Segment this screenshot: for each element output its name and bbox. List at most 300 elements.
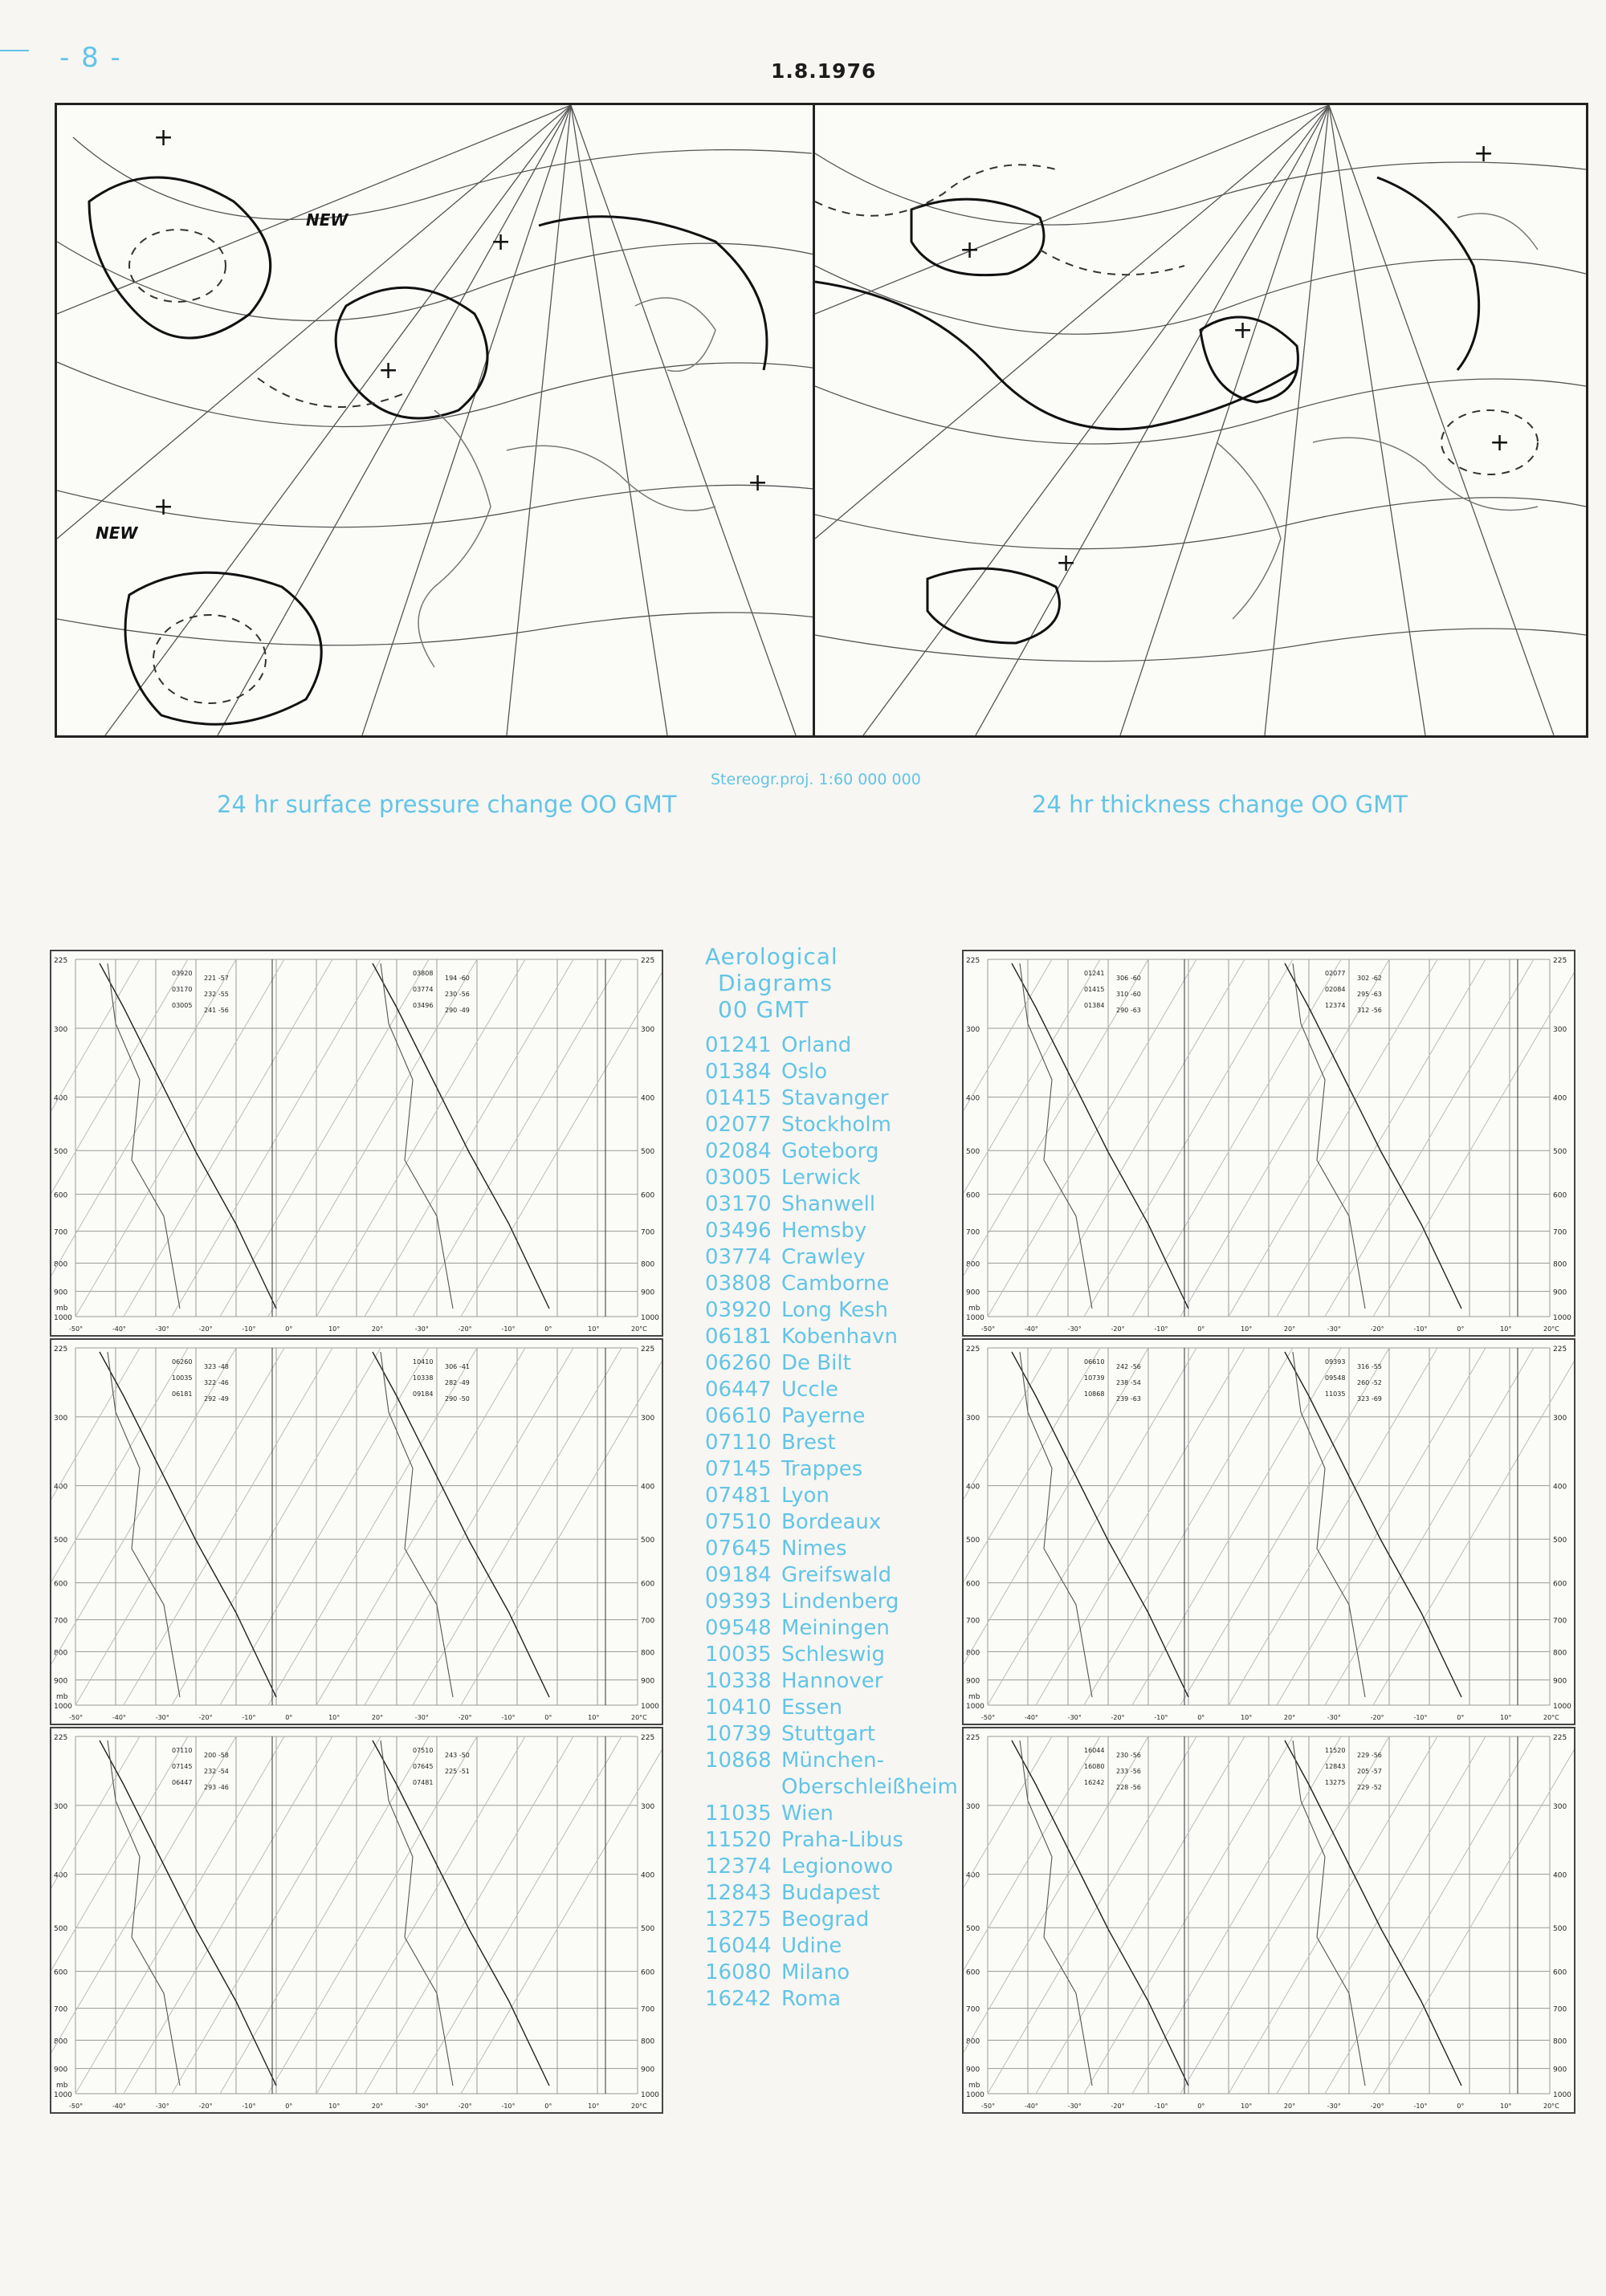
pressure-level-label-left: 800	[966, 2037, 980, 2046]
diagram-station-values: 225 -51	[445, 1768, 470, 1775]
station-code: 09548	[705, 1616, 772, 1640]
pressure-level-label-left: 1000	[54, 2091, 72, 2099]
pressure-level-label-left: 500	[54, 1148, 68, 1157]
pressure-level-label-left: 600	[966, 1580, 980, 1589]
diagram-station-values: 200 -58	[204, 1752, 229, 1759]
diagram-station-values: 229 -56	[1357, 1752, 1382, 1759]
pressure-level-label-left: 1000	[966, 2091, 984, 2099]
projection-note: Stereogr.proj. 1:60 000 000	[711, 771, 921, 788]
station-code: 06610	[705, 1404, 772, 1428]
pressure-level-label-right: 500	[641, 1925, 655, 1934]
station-name: Beograd	[781, 1907, 870, 1932]
svg-text:+: +	[491, 228, 512, 256]
dewpoint-profile	[1293, 1352, 1365, 1697]
pressure-level-label-left: 225	[966, 957, 980, 965]
diagram-canvas	[51, 1340, 662, 1724]
pressure-level-label-right: 500	[1553, 1148, 1567, 1157]
pressure-level-label-right: 400	[641, 1871, 655, 1880]
pressure-level-label-right: 900	[641, 1288, 655, 1297]
temperature-tick: 20°C	[631, 1714, 647, 1721]
diagram-station-code: 09393	[1325, 1358, 1346, 1366]
diagram-station-code: 03005	[172, 1002, 193, 1009]
temperature-tick: 0°	[1457, 2103, 1465, 2110]
temperature-tick: 20°C	[1543, 2103, 1559, 2110]
temperature-tick: 20°	[1283, 1325, 1296, 1333]
diagram-station-values: 282 -49	[445, 1379, 470, 1386]
temperature-tick: -10°	[1413, 1325, 1428, 1333]
station-name: Shanwell	[781, 1192, 876, 1216]
pressure-map-drawing	[57, 105, 828, 735]
diagram-station-values: 205 -57	[1357, 1768, 1382, 1775]
diagram-grid	[988, 1348, 1550, 1705]
temperature-tick: -40°	[1024, 2103, 1038, 2110]
station-list	[705, 943, 986, 2013]
pressure-level-label-right: 500	[1553, 1925, 1567, 1934]
diagram-station-values: 243 -50	[445, 1752, 470, 1759]
pressure-level-label-right: 300	[641, 1414, 655, 1423]
station-list-title-1: Aerological	[705, 943, 838, 970]
temperature-tick: -10°	[501, 1325, 516, 1333]
pressure-level-label-right: 500	[641, 1148, 655, 1157]
pressure-level-label-right: 600	[1553, 1191, 1567, 1200]
station-row	[705, 1350, 986, 1377]
temperature-tick: -30°	[1327, 1714, 1341, 1721]
diagram-station-values: 228 -56	[1116, 1784, 1141, 1791]
diagram-station-code: 06181	[172, 1390, 193, 1398]
page-number: - 8 -	[59, 42, 122, 74]
aerological-diagram-1	[50, 950, 663, 1337]
station-row	[705, 1403, 986, 1430]
pressure-level-label-left: 300	[966, 1414, 980, 1423]
svg-text:+: +	[153, 124, 174, 152]
pressure-level-label-left: 900	[966, 1288, 980, 1297]
pressure-level-label-right: 800	[1553, 1260, 1567, 1269]
station-name: Goteborg	[781, 1139, 879, 1163]
station-list-title-3: 00 GMT	[718, 996, 809, 1023]
pressure-level-label-right: 400	[1553, 1094, 1567, 1103]
diagram-grid	[75, 1348, 638, 1705]
pressure-level-label-left: 400	[54, 1871, 68, 1880]
temperature-tick: -50°	[69, 1325, 84, 1333]
temperature-tick: 20°C	[631, 1325, 647, 1333]
pressure-level-label-right: 600	[1553, 1580, 1567, 1589]
diagram-station-code: 12843	[1325, 1763, 1346, 1770]
station-code: 01415	[705, 1086, 772, 1110]
temperature-profile	[100, 1352, 276, 1697]
dewpoint-profile	[108, 963, 180, 1309]
station-row	[705, 1668, 986, 1695]
svg-text:NEW: NEW	[96, 523, 138, 543]
temperature-tick: 10°	[588, 1325, 600, 1333]
station-row	[705, 1721, 986, 1748]
station-name: Crawley	[781, 1245, 866, 1269]
station-name: Praha-Libus	[781, 1828, 903, 1852]
diagram-station-values: 233 -56	[1116, 1768, 1141, 1775]
temperature-tick: -20°	[198, 2103, 213, 2110]
temperature-tick: -30°	[414, 1714, 429, 1721]
station-code: 09393	[705, 1590, 772, 1614]
pressure-level-label-right: 700	[1553, 1617, 1567, 1626]
pressure-level-label-left: 700	[54, 2005, 68, 2014]
mb-unit-label: mb	[968, 2082, 980, 2090]
station-name: Camborne	[781, 1272, 890, 1296]
temperature-tick: -10°	[1154, 1325, 1168, 1333]
diagram-station-code: 11035	[1325, 1390, 1346, 1398]
diagram-station-code: 02077	[1325, 970, 1346, 977]
temperature-tick: -40°	[112, 2103, 126, 2110]
station-code: 06181	[705, 1325, 772, 1349]
station-code: 12843	[705, 1881, 772, 1905]
diagram-station-values: 295 -63	[1357, 991, 1382, 998]
dewpoint-profile	[108, 1740, 180, 2086]
station-rows	[705, 1032, 986, 2013]
temperature-tick: -30°	[155, 2103, 169, 2110]
station-name: Hannover	[781, 1669, 883, 1693]
temperature-tick: -10°	[242, 1325, 256, 1333]
pressure-level-label-right: 700	[1553, 2005, 1567, 2014]
temperature-tick: 20°	[371, 2103, 384, 2110]
diagram-station-values: 290 -50	[445, 1395, 470, 1402]
station-name: Essen	[781, 1696, 842, 1720]
temperature-tick: 20°C	[1543, 1714, 1559, 1721]
diagram-station-values: 238 -54	[1116, 1379, 1141, 1386]
pressure-level-label-right: 700	[1553, 1228, 1567, 1237]
temperature-tick: -30°	[414, 2103, 429, 2110]
station-row	[705, 1801, 986, 1827]
pressure-level-label-left: 1000	[54, 1314, 72, 1322]
pressure-level-label-right: 225	[641, 957, 655, 965]
diagram-station-values: 239 -63	[1116, 1395, 1141, 1402]
station-name: Budapest	[781, 1881, 880, 1905]
pressure-level-label-left: 225	[54, 1734, 68, 1742]
station-code: 11035	[705, 1801, 772, 1826]
dewpoint-profile	[1020, 1740, 1092, 2086]
temperature-tick: 10°	[1500, 2103, 1512, 2110]
diagram-station-code: 03920	[172, 970, 193, 977]
diagram-station-code: 07481	[413, 1779, 434, 1786]
diagram-station-values: 290 -63	[1116, 1007, 1141, 1014]
temperature-tick: 0°	[544, 1325, 552, 1333]
station-row	[705, 1297, 986, 1324]
pressure-level-label-left: 225	[966, 1345, 980, 1354]
diagram-station-code: 09184	[413, 1390, 434, 1398]
temperature-tick: -50°	[981, 2103, 996, 2110]
temperature-tick: -10°	[501, 2103, 516, 2110]
station-name: Stavanger	[781, 1086, 889, 1110]
svg-text:+: +	[378, 356, 399, 385]
station-list-title-2: Diagrams	[718, 970, 833, 996]
svg-text:+: +	[960, 236, 980, 264]
pressure-level-label-right: 900	[641, 1677, 655, 1686]
pressure-level-label-right: 700	[641, 2005, 655, 2014]
temperature-tick: 20°C	[1543, 1325, 1559, 1333]
temperature-tick: 10°	[328, 1325, 340, 1333]
temperature-tick: -20°	[1370, 1325, 1384, 1333]
station-row	[705, 1377, 986, 1403]
pressure-level-label-left: 400	[966, 1483, 980, 1492]
diagram-station-code: 01415	[1084, 986, 1105, 993]
pressure-level-label-right: 900	[641, 2066, 655, 2074]
diagram-station-values: 229 -52	[1357, 1784, 1382, 1791]
pressure-level-label-left: 300	[966, 1802, 980, 1811]
svg-text:NEW: NEW	[306, 210, 349, 230]
diagram-station-code: 07645	[413, 1763, 434, 1770]
diagram-station-values: 230 -56	[445, 991, 470, 998]
station-row	[705, 1085, 986, 1112]
diagram-station-values: 323 -48	[204, 1363, 229, 1370]
top-rule	[0, 50, 29, 51]
diagram-station-values: 306 -60	[1116, 975, 1141, 982]
diagram-grid	[988, 959, 1550, 1317]
pressure-level-label-left: 1000	[966, 1703, 984, 1711]
temperature-profile	[100, 1740, 276, 2086]
dewpoint-profile	[381, 1352, 453, 1697]
aerological-diagram-6	[962, 1727, 1575, 2114]
pressure-level-label-right: 1000	[1553, 1314, 1571, 1322]
pressure-level-label-right: 800	[641, 2037, 655, 2046]
diagram-station-code: 13275	[1325, 1779, 1346, 1786]
temperature-profile	[1012, 1352, 1188, 1697]
temperature-tick: -30°	[1067, 1714, 1082, 1721]
station-name: De Bilt	[781, 1351, 851, 1375]
diagram-station-values: 194 -60	[445, 975, 470, 982]
temperature-tick: -10°	[1154, 2103, 1168, 2110]
diagram-station-code: 16242	[1084, 1779, 1105, 1786]
station-row	[705, 1695, 986, 1721]
diagram-grid	[988, 1736, 1550, 2094]
aerological-diagram-4	[962, 950, 1575, 1337]
diagram-station-values: 241 -56	[204, 1007, 229, 1014]
pressure-map-caption: 24 hr surface pressure change OO GMT	[217, 791, 677, 818]
temperature-tick: -40°	[1024, 1714, 1038, 1721]
station-row	[705, 1244, 986, 1271]
station-name: Payerne	[781, 1404, 866, 1428]
aerological-diagram-5	[962, 1338, 1575, 1725]
diagram-station-values: 232 -54	[204, 1768, 229, 1775]
diagram-station-code: 09548	[1325, 1374, 1346, 1382]
station-name: Udine	[781, 1934, 842, 1958]
mb-unit-label: mb	[56, 2082, 68, 2090]
temperature-tick: -30°	[1327, 1325, 1341, 1333]
temperature-tick: -30°	[1327, 2103, 1341, 2110]
pressure-level-label-right: 300	[1553, 1802, 1567, 1811]
pressure-level-label-left: 800	[966, 1649, 980, 1658]
pressure-level-label-right: 900	[1553, 1677, 1567, 1686]
pressure-level-label-right: 600	[641, 1191, 655, 1200]
pressure-level-label-left: 400	[966, 1871, 980, 1880]
temperature-tick: 20°	[371, 1325, 384, 1333]
temperature-profile	[100, 963, 276, 1309]
pressure-level-label-left: 600	[966, 1968, 980, 1977]
diagram-station-code: 03170	[172, 986, 193, 993]
temperature-tick: 0°	[1197, 1325, 1205, 1333]
pressure-level-label-left: 900	[54, 1288, 68, 1297]
station-row	[705, 1032, 986, 1059]
diagram-station-code: 11520	[1325, 1747, 1346, 1754]
pressure-level-label-left: 225	[54, 1345, 68, 1354]
station-code: 10739	[705, 1722, 772, 1746]
station-code: 01241	[705, 1033, 772, 1057]
temperature-tick: 10°	[328, 1714, 340, 1721]
station-row	[705, 1827, 986, 1854]
temperature-tick: 20°C	[631, 2103, 647, 2110]
temperature-profile	[1012, 963, 1188, 1309]
station-code: 07481	[705, 1484, 772, 1508]
station-name: Kobenhavn	[781, 1325, 898, 1349]
pressure-level-label-right: 300	[1553, 1025, 1567, 1034]
temperature-tick: 10°	[1500, 1714, 1512, 1721]
mb-unit-label: mb	[56, 1693, 68, 1701]
diagram-station-code: 07145	[172, 1763, 193, 1770]
pressure-level-label-right: 900	[1553, 1288, 1567, 1297]
temperature-tick: 10°	[328, 2103, 340, 2110]
pressure-level-label-left: 700	[966, 1228, 980, 1237]
station-code: 13275	[705, 1907, 772, 1932]
station-code: 06447	[705, 1378, 772, 1402]
pressure-level-label-right: 400	[1553, 1483, 1567, 1492]
diagram-station-values: 260 -52	[1357, 1379, 1382, 1386]
diagram-station-values: 312 -56	[1357, 1007, 1382, 1014]
temperature-tick: 0°	[285, 1714, 293, 1721]
pressure-level-label-left: 400	[966, 1094, 980, 1103]
pressure-level-label-left: 600	[54, 1968, 68, 1977]
temperature-tick: 10°	[588, 1714, 600, 1721]
diagram-station-values: 306 -41	[445, 1363, 470, 1370]
station-name: Nimes	[781, 1537, 847, 1561]
temperature-tick: 10°	[1241, 1714, 1253, 1721]
temperature-tick: -50°	[69, 1714, 84, 1721]
station-name: Meiningen	[781, 1616, 890, 1640]
temperature-tick: -30°	[155, 1325, 169, 1333]
mb-unit-label: mb	[968, 1693, 980, 1701]
temperature-tick: 0°	[544, 2103, 552, 2110]
pressure-level-label-left: 225	[54, 957, 68, 965]
station-code: 03005	[705, 1166, 772, 1190]
station-code: 01384	[705, 1060, 772, 1084]
temperature-tick: 10°	[588, 2103, 600, 2110]
station-name: Bordeaux	[781, 1510, 882, 1534]
temperature-tick: 0°	[1197, 2103, 1205, 2110]
temperature-tick: -40°	[112, 1714, 126, 1721]
station-code: 10035	[705, 1643, 772, 1667]
pressure-level-label-left: 1000	[966, 1314, 984, 1322]
station-name: Stuttgart	[781, 1722, 875, 1746]
station-name: München-	[781, 1748, 885, 1773]
temperature-tick: 10°	[1241, 1325, 1253, 1333]
station-name: Long Kesh	[781, 1298, 888, 1322]
diagram-grid	[75, 959, 638, 1317]
station-row	[705, 1271, 986, 1297]
station-row	[705, 1138, 986, 1165]
station-row	[705, 1880, 986, 1907]
temperature-tick: 0°	[285, 1325, 293, 1333]
station-name: Orland	[781, 1033, 852, 1057]
station-code: 07645	[705, 1537, 772, 1561]
pressure-level-label-right: 500	[641, 1537, 655, 1545]
temperature-tick: 0°	[1457, 1714, 1465, 1721]
station-name: Lerwick	[781, 1166, 861, 1190]
pressure-level-label-right: 300	[1553, 1414, 1567, 1423]
station-row	[705, 1456, 986, 1483]
diagram-station-code: 07110	[172, 1747, 193, 1754]
issue-date: 1.8.1976	[771, 59, 877, 83]
svg-text:+: +	[1490, 429, 1510, 457]
temperature-tick: -10°	[242, 2103, 256, 2110]
station-name: Hemsby	[781, 1219, 867, 1243]
diagram-station-code: 07510	[413, 1747, 434, 1754]
temperature-tick: -20°	[1111, 1714, 1125, 1721]
temperature-tick: -10°	[242, 1714, 256, 1721]
dewpoint-profile	[108, 1352, 180, 1697]
station-name: Milano	[781, 1960, 850, 1985]
pressure-level-label-left: 800	[54, 2037, 68, 2046]
pressure-level-label-left: 225	[966, 1734, 980, 1742]
station-name: Lindenberg	[781, 1590, 899, 1614]
diagram-station-code: 16080	[1084, 1763, 1105, 1770]
diagram-canvas	[51, 951, 662, 1335]
pressure-level-label-left: 800	[54, 1649, 68, 1658]
pressure-level-label-left: 600	[54, 1580, 68, 1589]
pressure-level-label-right: 400	[641, 1094, 655, 1103]
station-code: 16080	[705, 1960, 772, 1985]
station-code: 16044	[705, 1934, 772, 1958]
station-code: 10868	[705, 1748, 772, 1773]
diagram-station-code: 03774	[413, 986, 434, 993]
diagram-station-values: 290 -49	[445, 1007, 470, 1014]
pressure-level-label-right: 1000	[1553, 1703, 1571, 1711]
temperature-tick: -30°	[414, 1325, 429, 1333]
pressure-level-label-right: 225	[641, 1734, 655, 1742]
station-code: 12374	[705, 1854, 772, 1879]
diagram-station-values: 232 -55	[204, 991, 229, 998]
station-code: 07510	[705, 1510, 772, 1534]
diagram-station-code: 01241	[1084, 970, 1105, 977]
station-name: Roma	[781, 1987, 842, 2011]
diagram-station-values: 292 -49	[204, 1395, 229, 1402]
station-name-continued: Oberschleißheim	[781, 1775, 958, 1799]
pressure-level-label-left: 500	[966, 1148, 980, 1157]
pressure-level-label-left: 900	[966, 1677, 980, 1686]
dewpoint-profile	[381, 1740, 453, 2086]
diagram-station-code: 12374	[1325, 1002, 1346, 1009]
diagram-station-code: 03808	[413, 970, 434, 977]
pressure-level-label-left: 500	[966, 1925, 980, 1934]
station-row	[705, 1907, 986, 1933]
pressure-level-label-right: 600	[1553, 1968, 1567, 1977]
station-row	[705, 1430, 986, 1456]
pressure-level-label-right: 1000	[641, 1703, 659, 1711]
pressure-level-label-left: 700	[54, 1617, 68, 1626]
pressure-level-label-right: 500	[1553, 1537, 1567, 1545]
temperature-tick: -50°	[69, 2103, 84, 2110]
pressure-level-label-right: 225	[1553, 1345, 1567, 1354]
temperature-tick: 20°	[1283, 2103, 1296, 2110]
station-row	[705, 1483, 986, 1509]
diagram-station-values: 322 -46	[204, 1379, 229, 1386]
dewpoint-profile	[1293, 963, 1365, 1309]
pressure-level-label-right: 800	[641, 1649, 655, 1658]
station-row	[705, 1986, 986, 2013]
pressure-level-label-left: 700	[966, 2005, 980, 2014]
diagram-station-values: 316 -55	[1357, 1363, 1382, 1370]
temperature-tick: 10°	[1241, 2103, 1253, 2110]
station-code: 06260	[705, 1351, 772, 1375]
pressure-level-label-right: 700	[641, 1228, 655, 1237]
diagram-station-values: 302 -62	[1357, 975, 1382, 982]
station-row	[705, 1191, 986, 1218]
station-name: Uccle	[781, 1378, 838, 1402]
temperature-tick: -10°	[1413, 1714, 1428, 1721]
